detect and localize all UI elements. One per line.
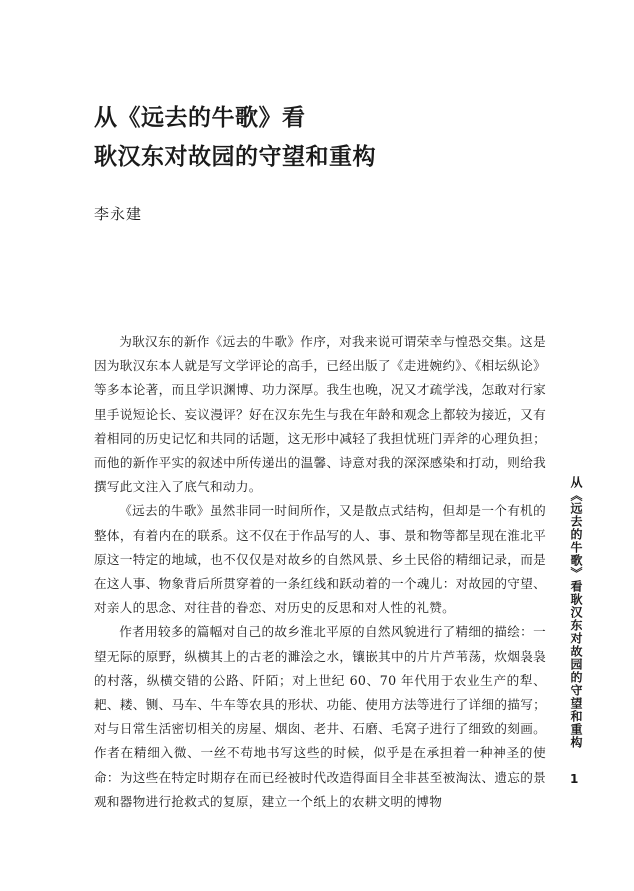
title-line-2: 耿汉东对故园的守望和重构 [94,143,376,170]
title-line-1: 从《远去的牛歌》看 [94,104,306,131]
running-head: 从《远去的牛歌》看耿汉东对故园的守望和重构 [569,476,583,749]
body-paragraph: 作者用较多的篇幅对自己的故乡淮北平原的自然风貌进行了精细的描绘：一望无际的原野，纵横其上的古老的濉浍之水，镶嵌其中的片片芦苇荡，炊烟袅袅的村落，纵横交错的公路、阡陌；对上世纪 60、70 年代用于农业生产的犁、耙、耧、铡、马车、牛车等农具的形状、功能、使用方法等进行了详细的描写；对与日常生活密切相关的房屋、烟囱、老井、石磨、毛窝子进行了细致的刻画。作者在精细入微、一丝不苟地书写这些的时候，似乎是在承担着一种神圣的使命：为这些在特定时期存在而已经被时代改造得面目全非甚至被淘汰、遗忘的景观和器物进行抢救式的复原，建立一个纸上的农耕文明的博物 [94,624,546,809]
body-paragraph: 《远去的牛歌》虽然非同一时间所作，又是散点式结构，但却是一个有机的整体，有着内在的联系。这不仅在于作品写的人、事、景和物等都呈现在淮北平原这一特定的地域，也不仅仅是对故乡的自然风景、乡土民俗的精细记录，而是在这人事、物象背后所贯穿着的一条红线和跃动着的一个魂儿：对故园的守望、对亲人的思念、对往昔的眷恋、对历史的反思和对人性的礼赞。 [94,503,546,616]
page-number: 1 [570,772,579,786]
author-name: 李永建 [94,205,143,223]
body-paragraph: 为耿汉东的新作《远去的牛歌》作序，对我来说可谓荣幸与惶恐交集。这是因为耿汉东本人就是写文学评论的高手，已经出版了《走进婉约》、《相坛纵论》等多本论著，而且学识渊博、功力深厚。我生也晚，况又才疏学浅，怎敢对行家里手说短论长、妄议漫评？好在汉东先生与我在年龄和观念上都较为接近，又有着相同的历史记忆和共同的话题，这无形中减轻了我担忧班门弄斧的心理负担；而他的新作平实的叙述中所传递出的温馨、诗意对我的深深感染和打动，则给我撰写此文注入了底气和动力。 [94,334,546,495]
article-body [94,330,546,814]
